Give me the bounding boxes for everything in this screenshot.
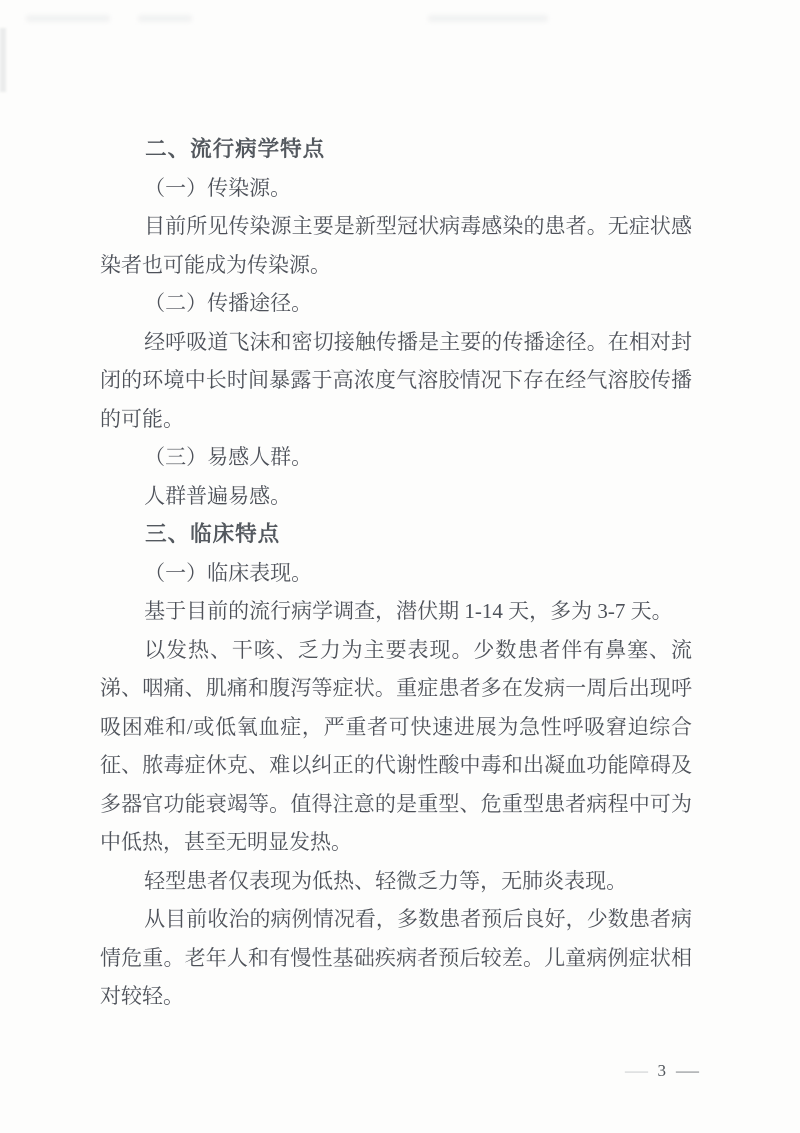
scan-artifact <box>26 15 110 22</box>
scan-artifact <box>138 15 192 22</box>
document-body <box>100 130 692 1016</box>
section-heading: 二、流行病学特点 <box>145 137 326 161</box>
section-heading: 三、临床特点 <box>145 522 281 546</box>
body-paragraph: 目前所见传染源主要是新型冠状病毒感染的患者。无症状感染者也可能成为传染源。 <box>100 214 692 277</box>
footer-dash-right: — <box>676 1061 699 1080</box>
body-paragraph: 经呼吸道飞沫和密切接触传播是主要的传播途径。在相对封闭的环境中长时间暴露于高浓度气溶胶情况下存在经气溶胶传播的可能。 <box>100 329 692 431</box>
sub-section-heading: （一）临床表现。 <box>144 560 313 585</box>
body-paragraph: 人群普遍易感。 <box>144 483 292 508</box>
scan-artifact <box>0 28 6 92</box>
page-footer <box>624 1060 699 1082</box>
sub-section-heading: （三）易感人群。 <box>144 445 313 469</box>
body-paragraph: 以发热、干咳、乏力为主要表现。少数患者伴有鼻塞、流涕、咽痛、肌痛和腹泻等症状。重症患者多在发病一周后出现呼吸困难和/或低氧血症，严重者可快速进展为急性呼吸窘迫综合征、脓毒症休克、难以纠正的代谢性酸中毒和出凝血功能障碍及多器官功能衰竭等。值得注意的是重型、危重型患者病程中可为中低热，甚至无明显发热。 <box>100 637 692 854</box>
scan-artifact <box>428 15 548 22</box>
sub-section-heading: （一）传染源。 <box>144 175 292 200</box>
page-number: 3 <box>657 1061 666 1080</box>
body-paragraph: 基于目前的流行病学调查，潜伏期 1-14 天，多为 3-7 天。 <box>144 599 673 623</box>
body-paragraph: 从目前收治的病例情况看，多数患者预后良好，少数患者病情危重。老年人和有慢性基础疾病者预后较差。儿童病例症状相对较轻。 <box>100 907 692 1008</box>
body-paragraph: 轻型患者仅表现为低热、轻微乏力等，无肺炎表现。 <box>144 868 628 893</box>
sub-section-heading: （二）传播途径。 <box>144 291 313 315</box>
footer-dash-left: — <box>624 1061 648 1080</box>
